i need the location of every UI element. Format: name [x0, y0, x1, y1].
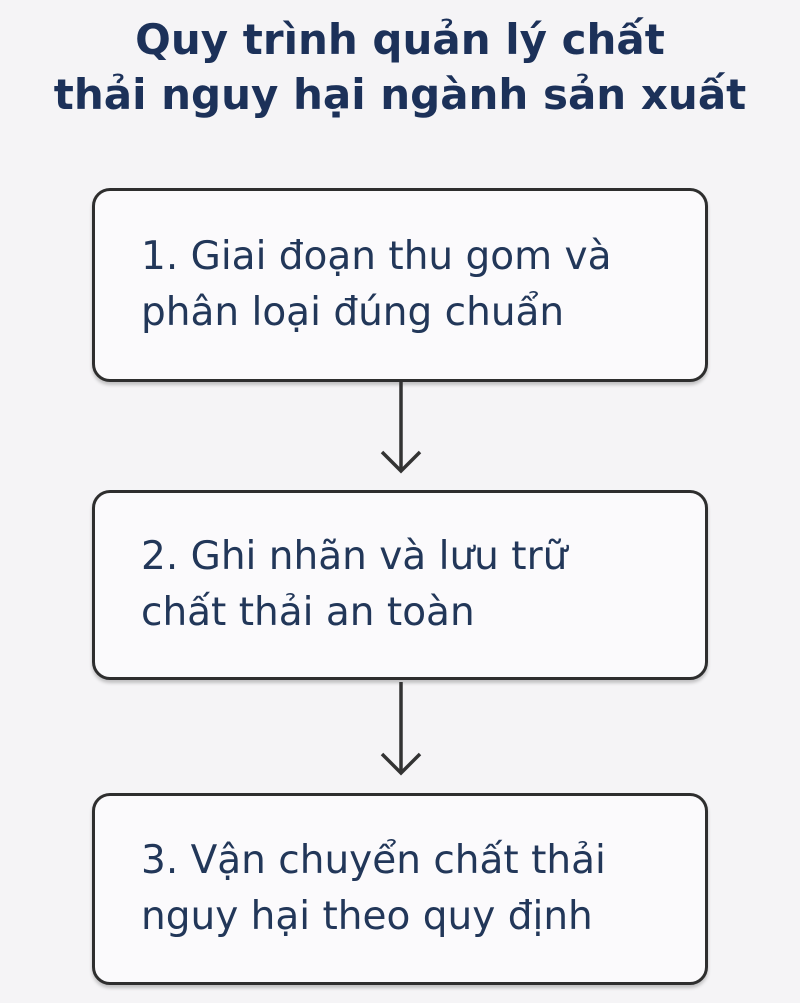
step-2-label-line-1: 2. Ghi nhãn và lưu trữ	[141, 534, 568, 579]
page-title-line-2: thải nguy hại ngành sản xuất	[53, 70, 747, 119]
step-3-label-line-2: nguy hại theo quy định	[141, 894, 593, 939]
step-2-label-line-2: chất thải an toàn	[141, 590, 475, 635]
step-1-label-line-1: 1. Giai đoạn thu gom và	[141, 234, 612, 279]
page-title	[0, 12, 800, 122]
arrow-down-icon	[369, 382, 433, 474]
step-box-2	[92, 490, 708, 680]
step-box-3	[92, 793, 708, 985]
page-title-line-1: Quy trình quản lý chất	[135, 15, 665, 64]
step-3-label-line-1: 3. Vận chuyển chất thải	[141, 838, 606, 883]
arrow-down-icon	[369, 682, 433, 776]
step-1-label-line-2: phân loại đúng chuẩn	[141, 290, 565, 335]
step-box-1	[92, 188, 708, 382]
